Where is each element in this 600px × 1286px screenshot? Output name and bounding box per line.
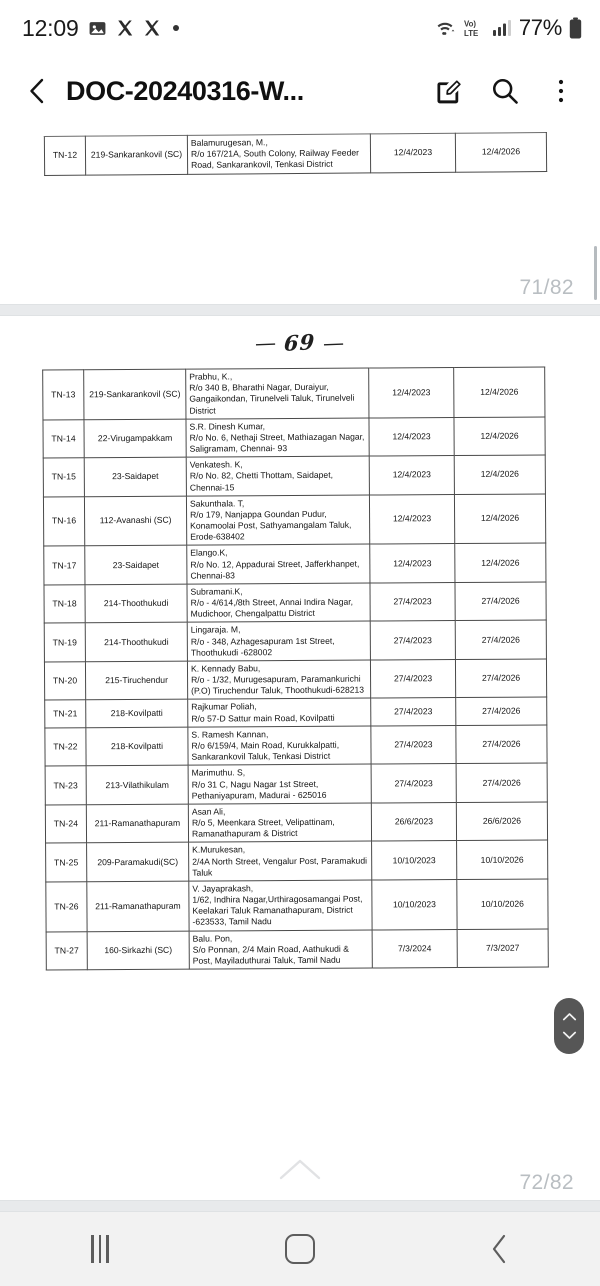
- cell-from-date: 27/4/2023: [370, 621, 455, 660]
- cell-address: [186, 418, 369, 458]
- cell-from-date: 10/10/2023: [372, 841, 457, 880]
- cell-person-name: V. Jayaprakash,: [192, 883, 254, 894]
- page-indicator-top: 71/82: [519, 276, 574, 299]
- table-row: [44, 133, 546, 175]
- table-row: [46, 879, 548, 932]
- cell-address: [186, 495, 369, 546]
- cell-person-name: Sakunthala. T,: [189, 498, 245, 509]
- cell-person-name: Prabhu, K.,: [189, 371, 233, 382]
- cell-from-date: 27/4/2023: [371, 764, 456, 803]
- cell-person-address: 2/4A North Street, Vengalur Post, Paramakudi Taluk: [192, 855, 368, 878]
- cell-person-name: Venkatesh. K,: [189, 459, 243, 470]
- cell-from-date: 10/10/2023: [372, 879, 457, 929]
- folio-dash-right: —: [322, 330, 346, 356]
- table-row: [46, 840, 548, 882]
- cell-person-name: Elango.K,: [190, 547, 228, 559]
- app-bar-actions: [432, 74, 578, 108]
- cell-serial: TN-20: [44, 662, 85, 701]
- cell-constituency: 211-Ramanathapuram: [87, 881, 189, 931]
- status-bar: [0, 0, 600, 56]
- cell-to-date: 12/4/2026: [454, 367, 545, 417]
- cell-person-address: R/o 179, Nanjappa Goundan Pudur, Konamoolai Post, Sathyamangalam Taluk, Erode-638402: [190, 508, 352, 542]
- cell-to-date: 27/4/2026: [455, 659, 546, 698]
- recents-button[interactable]: [54, 1222, 146, 1276]
- table-row: [44, 582, 546, 624]
- cell-serial: TN-12: [44, 136, 85, 175]
- cell-address: [187, 544, 370, 584]
- scroll-jump-control[interactable]: [554, 998, 584, 1054]
- cell-person-name: Marimuthu. S,: [191, 767, 246, 778]
- recents-icon: [91, 1235, 109, 1263]
- cell-person-name: Rajkumar Poliah,: [191, 701, 257, 713]
- document-page-72: [0, 316, 600, 1200]
- cell-person-address: R/o No. 6, Nethaji Street, Mathiazagan Nagar, Saligramam, Chennai- 93: [189, 431, 365, 454]
- scan-page-content-2: [0, 316, 600, 1200]
- cell-person-name: Balamurugesan, M.,: [190, 137, 268, 148]
- cell-person-address: R/o No. 12, Appadurai Street, Jafferkhanpet, Chennai-83: [190, 558, 360, 581]
- cell-serial: TN-25: [46, 843, 87, 882]
- page-separator-2: [0, 1200, 600, 1212]
- cell-address: [188, 803, 371, 843]
- cell-person-address: R/o - 4/614,/8th Street, Annai Indira Nagar, Mudichoor, Chengalpattu District: [190, 596, 354, 619]
- cell-constituency: 22-Virugampakkam: [84, 419, 186, 458]
- cell-person-address: 1/62, Indhira Nagar,Urthiragosamangai Post, Keelakari Taluk Ramanathapuram, District -623533, Tamil Nadu: [192, 893, 363, 928]
- cell-person-address: R/o - 1/32, Murugesapuram, Paramankurichi (P.O) Tiruchendur Taluk, Thoothukudi-628213: [191, 673, 365, 696]
- cell-constituency: 23-Saidapet: [85, 546, 187, 585]
- cell-person-address: R/o 57-D Sattur main Road, Kovilpatti: [191, 712, 335, 724]
- cell-serial: TN-22: [45, 728, 86, 767]
- table-row: [46, 929, 548, 971]
- cell-from-date: 12/4/2023: [369, 494, 454, 544]
- status-bar-right: [434, 15, 582, 41]
- cell-serial: TN-24: [45, 805, 86, 844]
- status-time: 12:09: [22, 14, 79, 41]
- app-bar: [0, 56, 600, 126]
- page-separator-1: [0, 304, 600, 316]
- svg-text:Vo): Vo): [463, 19, 476, 29]
- cell-to-date: 27/4/2026: [455, 582, 546, 621]
- cell-address: [188, 699, 371, 727]
- cell-from-date: 7/3/2024: [372, 929, 457, 968]
- table-row: [45, 697, 547, 727]
- cell-to-date: 12/4/2026: [454, 494, 545, 544]
- home-button[interactable]: [254, 1222, 346, 1276]
- signal-bars-icon: [492, 19, 512, 37]
- android-nav-bar: [0, 1212, 600, 1286]
- folio-dash-left: —: [254, 330, 278, 356]
- cell-serial: TN-21: [45, 700, 86, 728]
- table-row: [43, 494, 545, 547]
- cell-constituency: 218-Kovilpatti: [86, 700, 188, 728]
- cell-constituency: 214-Thoothukudi: [85, 623, 187, 662]
- cell-address: [189, 841, 372, 881]
- chevron-down-icon: [562, 1030, 577, 1040]
- dot-indicator: [173, 25, 179, 31]
- document-title: DOC-20240316-W...: [66, 75, 304, 106]
- cell-serial: TN-14: [43, 419, 84, 458]
- cell-person-name: Subramani.K,: [190, 586, 243, 597]
- svg-text:LTE: LTE: [463, 28, 479, 38]
- cell-address: [188, 764, 371, 804]
- overflow-menu-button[interactable]: [544, 74, 578, 108]
- nav-back-button[interactable]: [454, 1222, 546, 1276]
- cell-constituency: 219-Sankarankovil (SC): [85, 135, 187, 174]
- table-row: [45, 725, 547, 767]
- more-vertical-icon: [557, 76, 565, 106]
- folio-value: 69: [283, 329, 317, 356]
- cell-to-date: 27/4/2026: [456, 763, 547, 802]
- cell-address: [187, 660, 370, 700]
- document-viewer[interactable]: [0, 126, 600, 1212]
- cell-address: [186, 456, 369, 496]
- table-row: [44, 659, 546, 701]
- cell-address: [188, 726, 371, 766]
- back-button[interactable]: [14, 68, 60, 114]
- edit-button[interactable]: [432, 74, 466, 108]
- cell-to-date: 12/4/2026: [454, 455, 545, 494]
- registry-table: [42, 366, 549, 970]
- cell-constituency: 213-Vilathikulam: [86, 765, 188, 804]
- x-app-icon-2: [143, 19, 161, 37]
- cell-from-date: 12/4/2023: [369, 368, 454, 418]
- back-icon: [490, 1233, 510, 1265]
- cell-constituency: 209-Paramakudi(SC): [87, 843, 189, 882]
- cell-from-date: 27/4/2023: [371, 725, 456, 764]
- scan-page-content: [0, 126, 600, 304]
- cell-serial: TN-23: [45, 766, 86, 805]
- edit-pencil-icon: [434, 76, 464, 106]
- cell-person-address: R/o 340 B, Bharathi Nagar, Duraiyur, Gangaikondan, Tirunelveli Taluk, Tirunelveli District: [189, 381, 355, 416]
- cell-from-date: 26/6/2023: [371, 802, 456, 841]
- cell-from-date: 27/4/2023: [370, 659, 455, 698]
- battery-icon: [569, 17, 582, 39]
- cell-to-date: 10/10/2026: [457, 840, 548, 879]
- document-page-71: [0, 126, 600, 304]
- cell-to-date: 27/4/2026: [456, 697, 547, 725]
- cell-person-address: R/o 167/21A, South Colony, Railway Feeder Road, Sankarankovil, Tenkasi District: [190, 147, 360, 171]
- table-row: [45, 802, 547, 844]
- cell-constituency: 211-Ramanathapuram: [86, 804, 188, 843]
- cell-to-date: 27/4/2026: [456, 725, 547, 764]
- cell-constituency: 214-Thoothukudi: [85, 584, 187, 623]
- table-row: [44, 620, 546, 662]
- cell-person-name: Asan Ali,: [191, 806, 226, 817]
- cell-person-name: S. Ramesh Kannan,: [191, 728, 269, 740]
- cell-constituency: 219-Sankarankovil (SC): [84, 369, 186, 419]
- cell-person-name: K.Murukesan,: [192, 844, 246, 855]
- table-row: [43, 455, 545, 497]
- wifi-icon: [434, 19, 456, 38]
- volte-icon: [463, 18, 485, 38]
- cell-from-date: 12/4/2023: [369, 417, 454, 456]
- cell-to-date: 12/4/2026: [455, 133, 546, 172]
- cell-constituency: 215-Tiruchendur: [85, 661, 187, 700]
- x-app-icon: [116, 19, 134, 37]
- cell-to-date: 7/3/2027: [457, 929, 548, 968]
- cell-from-date: 12/4/2023: [370, 133, 455, 172]
- table-row: [43, 417, 545, 459]
- cell-address: [189, 930, 372, 970]
- cell-person-address: R/o 31 C, Nagu Nagar 1st Street, Pethaniyapuram, Madurai - 625016: [191, 778, 327, 801]
- gallery-icon: [88, 19, 107, 38]
- registry-table-partial: [44, 132, 547, 175]
- home-icon: [285, 1234, 315, 1264]
- cell-person-name: K. Kennady Babu,: [190, 663, 261, 674]
- status-bar-left: [22, 15, 179, 42]
- cell-person-address: R/o 6/159/4, Main Road, Kurukkalpatti, Sankarankovil Taluk, Tenkasi District: [191, 739, 340, 762]
- cell-address: [187, 583, 370, 623]
- scroll-hint-chevron-icon: [278, 1156, 322, 1187]
- search-icon: [490, 76, 520, 106]
- cell-constituency: 160-Sirkazhi (SC): [87, 931, 189, 970]
- cell-serial: TN-16: [43, 497, 84, 547]
- table-row: [44, 543, 546, 585]
- cell-person-address: R/o 5, Meenkara Street, Velipattinam, Ramanathapuram & District: [191, 816, 335, 839]
- cell-from-date: 27/4/2023: [371, 698, 456, 726]
- cell-constituency: 112-Avanashi (SC): [84, 496, 186, 546]
- chevron-up-icon: [562, 1012, 577, 1022]
- back-chevron-icon: [24, 76, 50, 106]
- cell-from-date: 27/4/2023: [370, 582, 455, 621]
- table-row: [43, 367, 545, 420]
- page1-table-wrap: [44, 132, 547, 175]
- search-button[interactable]: [488, 74, 522, 108]
- cell-serial: TN-27: [46, 931, 87, 970]
- vertical-scrollbar[interactable]: [594, 246, 597, 300]
- cell-person-address: R/o No. 82, Chetti Thottam, Saidapet, Chennai-15: [189, 470, 334, 493]
- cell-to-date: 12/4/2026: [455, 543, 546, 582]
- cell-to-date: 12/4/2026: [454, 417, 545, 456]
- cell-from-date: 12/4/2023: [369, 456, 454, 495]
- cell-constituency: 23-Saidapet: [84, 457, 186, 496]
- cell-to-date: 27/4/2026: [455, 620, 546, 659]
- cell-person-name: Balu. Pon,: [192, 932, 233, 944]
- cell-person-name: Lingaraja. M,: [190, 624, 241, 636]
- cell-serial: TN-18: [44, 585, 85, 624]
- cell-constituency: 218-Kovilpatti: [86, 727, 188, 766]
- cell-address: [187, 621, 370, 661]
- cell-serial: TN-17: [44, 546, 85, 585]
- cell-to-date: 10/10/2026: [457, 879, 548, 929]
- cell-address: [187, 134, 370, 174]
- cell-serial: TN-26: [46, 882, 87, 932]
- page-indicator-bottom: 72/82: [519, 1171, 574, 1194]
- cell-serial: TN-13: [43, 370, 84, 420]
- cell-person-address: S/o Ponnan, 2/4 Main Road, Aathukudi & Post, Mayiladuthurai Taluk, Tamil Nadu: [192, 943, 349, 966]
- cell-person-name: S.R. Dinesh Kumar,: [189, 420, 266, 432]
- cell-person-address: R/o - 348, Azhagesapuram 1st Street, Thoothukudi -628002: [190, 635, 335, 658]
- page2-table-wrap: [42, 366, 549, 970]
- cell-serial: TN-19: [44, 623, 85, 662]
- cell-from-date: 12/4/2023: [370, 544, 455, 583]
- folio-number-69: [0, 330, 600, 355]
- battery-percent: 77%: [518, 15, 562, 40]
- cell-address: [189, 880, 372, 931]
- cell-to-date: 26/6/2026: [456, 802, 547, 841]
- cell-address: [186, 368, 369, 419]
- table-row: [45, 763, 547, 805]
- cell-serial: TN-15: [43, 458, 84, 497]
